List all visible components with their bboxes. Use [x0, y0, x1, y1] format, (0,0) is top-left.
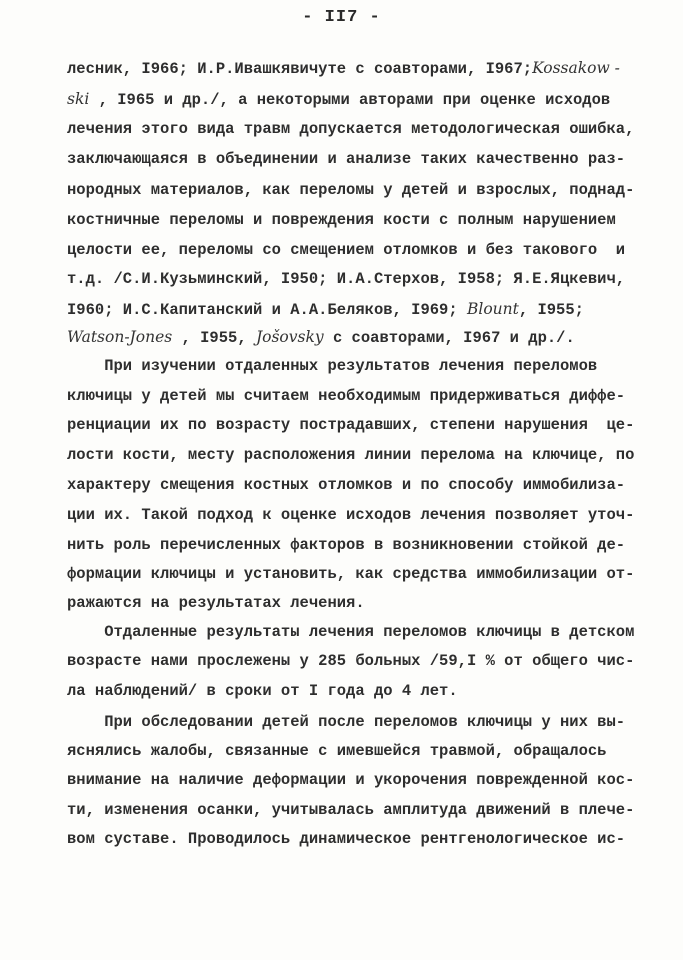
text-segment: Отдаленные результаты лечения переломов ключицы в детском	[67, 623, 635, 641]
text-segment: При обследовании детей после переломов ключицы у них вы-	[67, 713, 626, 731]
text-line	[67, 386, 625, 406]
text-line	[67, 564, 634, 584]
text-line	[67, 505, 634, 525]
text-segment: , I965 и др./, а некоторыми авторами при оценке исходов	[89, 91, 611, 109]
text-line	[67, 445, 634, 465]
text-line	[67, 622, 634, 642]
text-line	[67, 269, 625, 289]
text-line	[67, 149, 625, 169]
text-segment: , I955;	[518, 301, 584, 319]
text-line	[67, 651, 634, 671]
text-line	[67, 180, 634, 200]
text-segment: яснялись жалобы, связанные с имевшейся травмой, обращалось	[67, 742, 607, 760]
text-segment: целости ее, переломы со смещением отломков и без такового и	[67, 241, 626, 259]
text-line	[67, 829, 625, 849]
text-segment: характеру смещения костных отломков и по способу иммобилиза-	[67, 476, 626, 494]
handwritten-name: Blount	[466, 300, 519, 318]
text-line	[67, 800, 634, 820]
text-segment: с соавторами, I967 и др./.	[323, 329, 575, 347]
text-line	[67, 712, 625, 732]
page-number: - II7 -	[302, 8, 381, 27]
text-line	[67, 475, 625, 495]
text-segment: ражаются на результатах лечения.	[67, 594, 365, 612]
text-line	[67, 119, 634, 139]
text-segment: ти, изменения осанки, учитывалась амплитуда движений в плече-	[67, 801, 635, 819]
text-segment: заключающаяся в объединении и анализе таких качественно раз-	[67, 150, 626, 168]
text-line	[67, 58, 620, 79]
text-segment: внимание на наличие деформации и укорочения поврежденной кос-	[67, 771, 635, 789]
text-segment: I960; И.С.Капитанский и А.А.Беляков, I969;	[67, 301, 467, 319]
text-segment: нородных материалов, как переломы у детей и взрослых, поднад-	[67, 181, 635, 199]
handwritten-name: Watson-Jones	[67, 328, 173, 346]
text-line	[67, 593, 365, 613]
text-segment: ключицы у детей мы считаем необходимым придерживаться диффе-	[67, 387, 626, 405]
text-line	[67, 415, 634, 435]
text-line	[67, 535, 625, 555]
text-line	[67, 681, 458, 701]
text-segment: ла наблюдений/ в сроки от I года до 4 лет.	[67, 682, 458, 700]
text-line	[67, 770, 634, 790]
text-segment: лечения этого вида травм допускается методологическая ошибка,	[67, 120, 635, 138]
text-line	[67, 89, 610, 110]
text-segment: нить роль перечисленных факторов в возникновении стойкой де-	[67, 536, 626, 554]
text-segment: лесник, I966; И.Р.Ивашкявичуте с соавторами, I967;	[67, 60, 533, 78]
text-segment: , I955,	[172, 329, 256, 347]
text-segment: ренциации их по возрасту пострадавших, степени нарушения це-	[67, 416, 635, 434]
text-segment: возрасте нами прослежены у 285 больных /59,I % от общего чис-	[67, 652, 635, 670]
text-segment: лости кости, месту расположения линии перелома на ключице, по	[67, 446, 635, 464]
text-line	[67, 210, 616, 230]
text-segment: вом суставе. Проводилось динамическое рентгенологическое ис-	[67, 830, 626, 848]
handwritten-name: ski	[67, 90, 90, 108]
text-line	[67, 741, 607, 761]
text-line	[67, 327, 575, 348]
text-line	[67, 299, 584, 320]
handwritten-name: Kossakow -	[532, 59, 620, 77]
text-segment: При изучении отдаленных результатов лечения переломов	[67, 357, 598, 375]
text-line	[67, 356, 597, 376]
handwritten-name: Jošovsky	[255, 328, 324, 346]
text-segment: костничные переломы и повреждения кости с полным нарушением	[67, 211, 616, 229]
text-segment: ции их. Такой подход к оценке исходов лечения позволяет уточ-	[67, 506, 635, 524]
text-segment: т.д. /С.И.Кузьминский, I950; И.А.Стерхов, I958; Я.Е.Яцкевич,	[67, 270, 626, 288]
text-line	[67, 240, 625, 260]
text-segment: формации ключицы и установить, как средства иммобилизации от-	[67, 565, 635, 583]
